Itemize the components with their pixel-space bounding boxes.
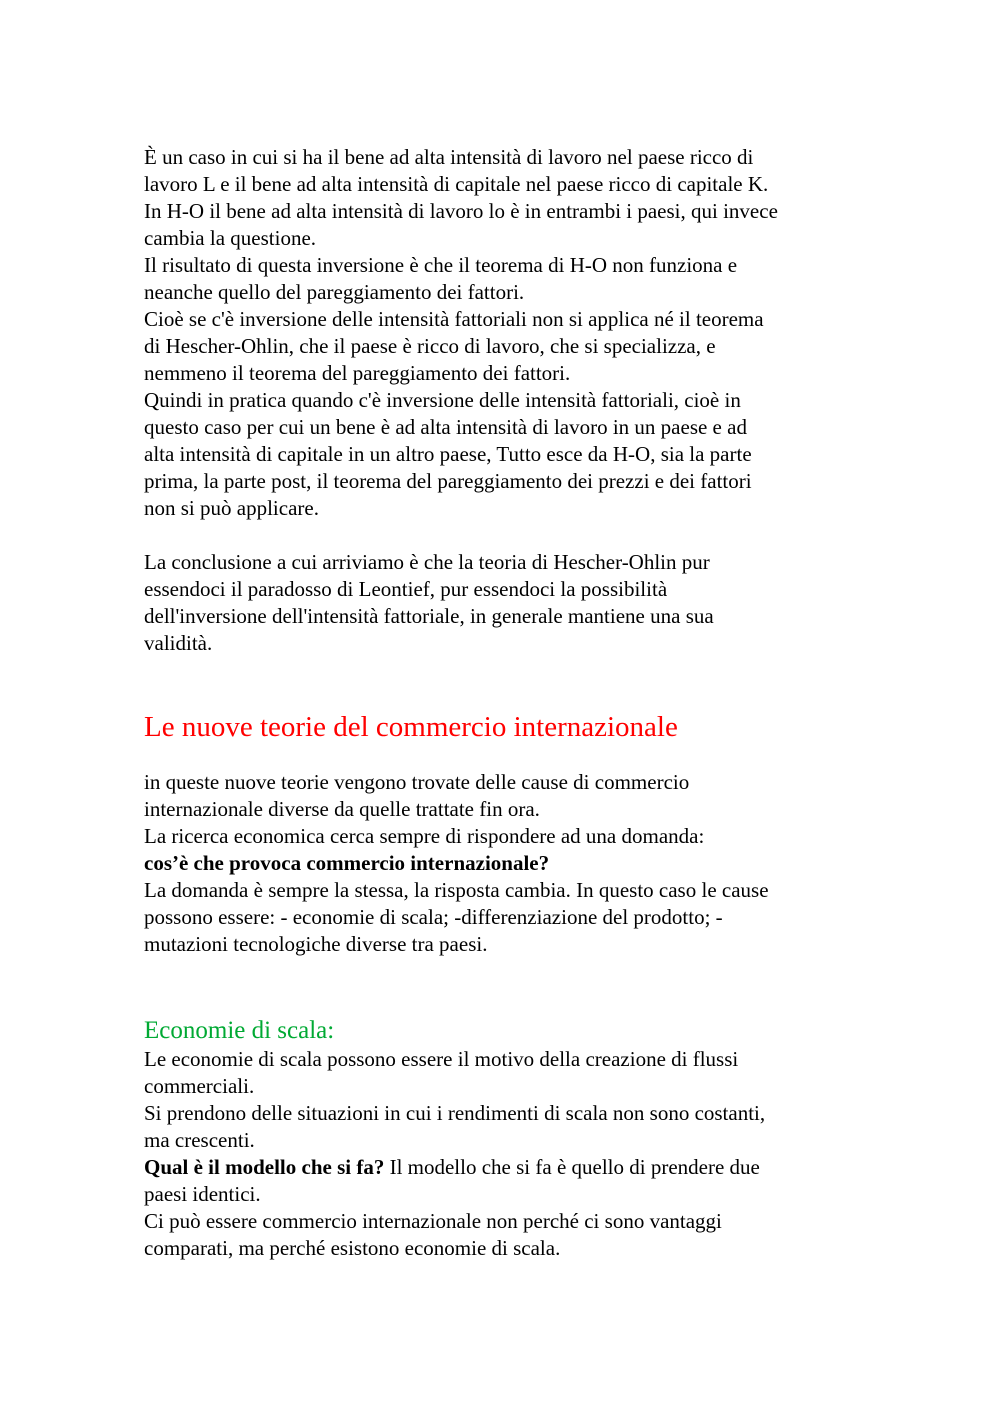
text-line: ma crescenti. bbox=[144, 1128, 255, 1152]
question-text: Qual è il modello che si fa? bbox=[144, 1155, 385, 1179]
text-line: comparati, ma perché esistono economie di scala. bbox=[144, 1236, 561, 1260]
text-line: In H-O il bene ad alta intensità di lavoro lo è in entrambi i paesi, qui invece bbox=[144, 199, 778, 223]
text-line: Ci può essere commercio internazionale non perché ci sono vantaggi bbox=[144, 1209, 722, 1233]
text-line: neanche quello del pareggiamento dei fattori. bbox=[144, 280, 525, 304]
paragraph-new-theories bbox=[144, 769, 864, 958]
text-line: È un caso in cui si ha il bene ad alta intensità di lavoro nel paese ricco di bbox=[144, 145, 754, 169]
text-line: La domanda è sempre la stessa, la risposta cambia. In questo caso le cause bbox=[144, 878, 769, 902]
text-line: La ricerca economica cerca sempre di rispondere ad una domanda: bbox=[144, 824, 705, 848]
text-line: questo caso per cui un bene è ad alta intensità di lavoro in un paese e ad bbox=[144, 415, 747, 439]
question-line bbox=[144, 1154, 864, 1181]
paragraph-economies-of-scale bbox=[144, 1046, 864, 1262]
spacer bbox=[144, 958, 864, 1016]
spacer bbox=[144, 747, 864, 769]
paragraph-conclusion bbox=[144, 549, 864, 657]
text-line: Si prendono delle situazioni in cui i rendimenti di scala non sono costanti, bbox=[144, 1101, 766, 1125]
text-line: lavoro L e il bene ad alta intensità di capitale nel paese ricco di capitale K. bbox=[144, 172, 769, 196]
text-line: in queste nuove teorie vengono trovate delle cause di commercio bbox=[144, 770, 690, 794]
text-line: Il risultato di questa inversione è che il teorema di H-O non funziona e bbox=[144, 253, 738, 277]
subsection-heading-economies-of-scale: Economie di scala: bbox=[144, 1017, 335, 1044]
text-line: commerciali. bbox=[144, 1074, 255, 1098]
text-line: cambia la questione. bbox=[144, 226, 317, 250]
spacer bbox=[144, 522, 864, 549]
text-line: Cioè se c'è inversione delle intensità fattoriali non si applica né il teorema bbox=[144, 307, 764, 331]
text-line: paesi identici. bbox=[144, 1182, 261, 1206]
text-line: essendoci il paradosso di Leontief, pur essendoci la possibilità bbox=[144, 577, 668, 601]
text-line: prima, la parte post, il teorema del pareggiamento dei prezzi e dei fattori bbox=[144, 469, 752, 493]
question-text: cos’è che provoca commercio internazionale? bbox=[144, 851, 550, 875]
text-line: Le economie di scala possono essere il motivo della creazione di flussi bbox=[144, 1047, 739, 1071]
paragraph-factor-reversal bbox=[144, 144, 864, 522]
text-line: mutazioni tecnologiche diverse tra paesi. bbox=[144, 932, 488, 956]
text-line: Quindi in pratica quando c'è inversione delle intensità fattoriali, cioè in bbox=[144, 388, 741, 412]
document-page bbox=[144, 144, 864, 1262]
text-line: internazionale diverse da quelle trattate fin ora. bbox=[144, 797, 540, 821]
text-line: alta intensità di capitale in un altro paese, Tutto esce da H-O, sia la parte bbox=[144, 442, 752, 466]
bold-question bbox=[144, 850, 864, 877]
text-line: possono essere: - economie di scala; -differenziazione del prodotto; - bbox=[144, 905, 723, 929]
text-line: La conclusione a cui arriviamo è che la teoria di Hescher-Ohlin pur bbox=[144, 550, 710, 574]
text-line: validità. bbox=[144, 631, 213, 655]
text-line: nemmeno il teorema del pareggiamento dei fattori. bbox=[144, 361, 571, 385]
section-heading-new-theories: Le nuove teorie del commercio internazionale bbox=[144, 711, 678, 743]
spacer bbox=[144, 657, 864, 707]
text-line: dell'inversione dell'intensità fattoriale, in generale mantiene una sua bbox=[144, 604, 714, 628]
text-line: non si può applicare. bbox=[144, 496, 319, 520]
question-answer: Il modello che si fa è quello di prendere due bbox=[384, 1155, 760, 1179]
text-line: di Hescher-Ohlin, che il paese è ricco di lavoro, che si specializza, e bbox=[144, 334, 716, 358]
